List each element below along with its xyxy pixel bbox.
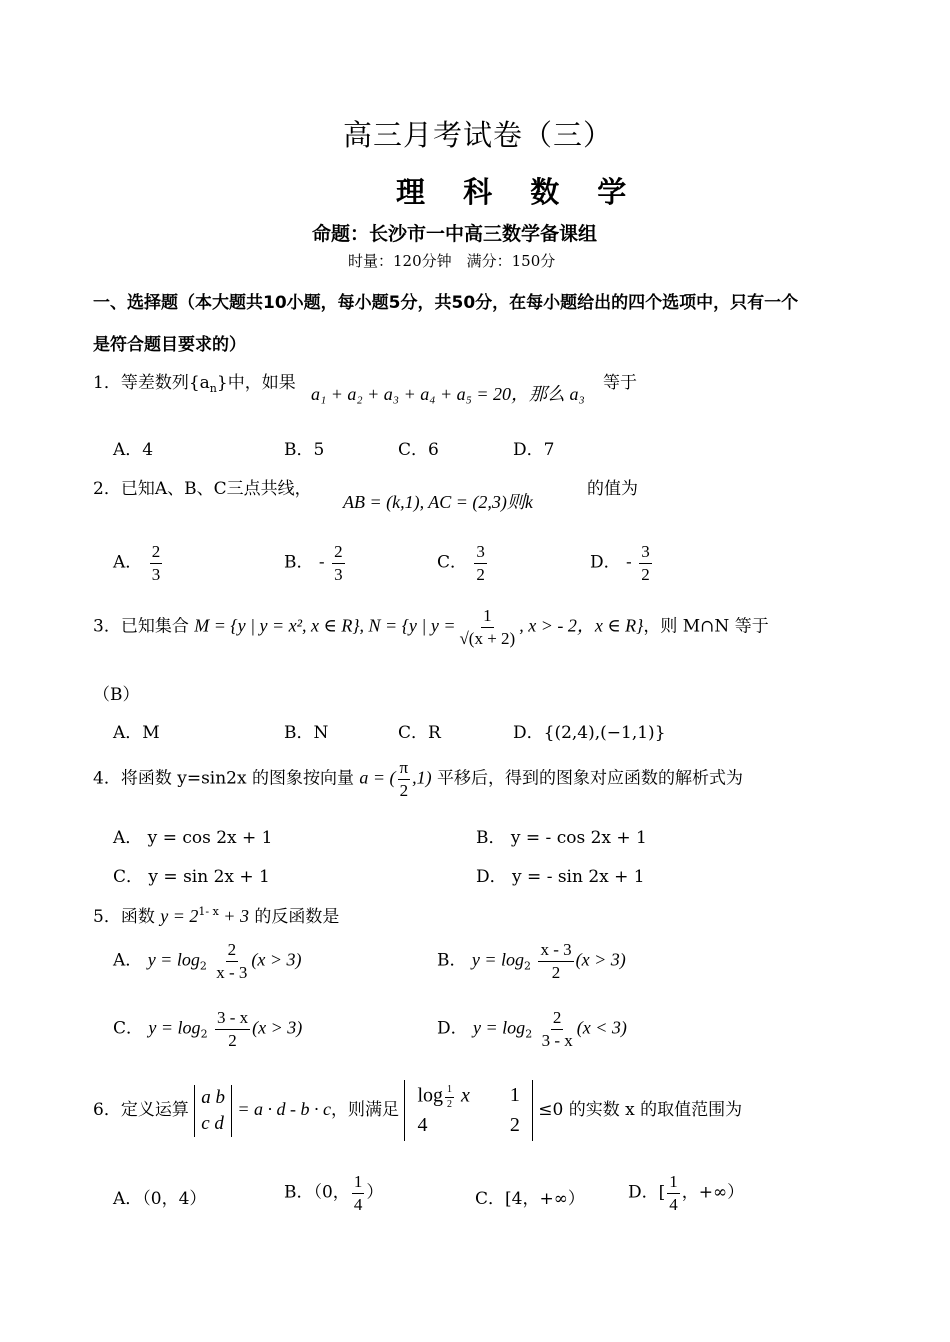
q5-b-label: B． bbox=[437, 950, 467, 971]
q6-m22: 2 bbox=[509, 1114, 520, 1136]
question-2-expression: AB = (k,1), AC = (2,3)则k bbox=[343, 492, 533, 512]
q2-a-den: 3 bbox=[151, 564, 161, 584]
q5-b-fraction bbox=[538, 940, 573, 982]
q4-text-a: 4．将函数 y=sin2x 的图象按向量 bbox=[93, 768, 354, 789]
q5-option-b bbox=[437, 940, 626, 982]
q3-expression-b: , x > - 2，x ∈ R} bbox=[519, 615, 644, 636]
q6-det-a: a bbox=[201, 1086, 211, 1108]
q5-a-label: A． bbox=[113, 950, 143, 971]
q4-frac-den: 2 bbox=[399, 780, 409, 800]
q5-c-base: 2 bbox=[200, 1027, 208, 1041]
q2-c-den: 2 bbox=[476, 564, 485, 584]
q4-frac-num: π bbox=[398, 758, 411, 780]
q5-c-condition: (x > 3) bbox=[252, 1017, 303, 1038]
time-score-line: 时量：120分钟 满分：150分 bbox=[348, 252, 556, 270]
q5-b-base: 2 bbox=[524, 959, 532, 973]
q2-option-b bbox=[284, 542, 347, 584]
q6-option-a: A．（0，4） bbox=[113, 1189, 207, 1209]
q3-frac-den: √(x + 2) bbox=[459, 628, 516, 648]
q6-m11-base-den: 2 bbox=[447, 1098, 452, 1110]
q5-b-condition: (x > 3) bbox=[575, 949, 626, 970]
subject-title: 理 科 数 学 bbox=[396, 175, 641, 209]
q2-c-fraction bbox=[474, 542, 487, 584]
q3-frac-num: 1 bbox=[481, 606, 494, 628]
q3-fraction bbox=[457, 606, 517, 648]
q6-d-den: 4 bbox=[669, 1194, 678, 1214]
q5-c-den: 2 bbox=[228, 1030, 237, 1050]
q2-option-c bbox=[437, 542, 489, 584]
q5-d-condition: (x < 3) bbox=[576, 1017, 627, 1038]
q5-b-num: x - 3 bbox=[538, 940, 573, 962]
q2-d-label: D． bbox=[590, 552, 621, 573]
q2-b-sign: - bbox=[318, 552, 325, 573]
q5-option-d bbox=[437, 1008, 627, 1050]
question-2-stem: 2．已知A、B、C三点共线， bbox=[93, 479, 312, 499]
q6-text-a: 6．定义运算 bbox=[93, 1100, 189, 1120]
q2-b-num: 2 bbox=[332, 542, 345, 564]
q1-text-b: }中，如果 bbox=[216, 373, 296, 393]
q5-d-fraction bbox=[540, 1008, 575, 1050]
q6-b-post: ） bbox=[366, 1182, 384, 1203]
q6-definition: = a · d - b · c bbox=[237, 1099, 332, 1119]
q1-option-c: C．6 bbox=[398, 440, 439, 460]
q5-option-a bbox=[113, 940, 302, 982]
q3-expression-a: M = {y | y = x², x ∈ R}, N = {y | y = bbox=[194, 615, 456, 636]
q6-b-den: 4 bbox=[353, 1194, 363, 1214]
q5-d-den: 3 - x bbox=[541, 1030, 573, 1050]
q5-d-label: D． bbox=[437, 1018, 468, 1039]
q2-c-num: 3 bbox=[474, 542, 487, 564]
q2-d-num: 3 bbox=[639, 542, 652, 564]
q5-option-c bbox=[113, 1008, 302, 1050]
question-1-tail: 等于 bbox=[603, 373, 637, 393]
question-1-expression: a₁ + a₂ + a₃ + a₄ + a₅ = 20，那么 a₃ bbox=[311, 384, 585, 404]
author-line: 命题：长沙市一中高三数学备课组 bbox=[312, 223, 598, 245]
q5-expression-end: + 3 bbox=[218, 906, 249, 926]
q3-option-b: B．N bbox=[284, 723, 329, 743]
q2-option-d bbox=[590, 542, 654, 584]
q3-option-c: C．R bbox=[398, 723, 441, 743]
q6-m11-base-num: 1 bbox=[445, 1084, 454, 1098]
q6-text-c: ≤0 的实数 x 的取值范围为 bbox=[538, 1100, 743, 1120]
question-4-stem bbox=[93, 758, 743, 800]
q1-text-a: 1．等差数列{a bbox=[93, 373, 210, 393]
q4-fraction bbox=[398, 758, 411, 800]
q6-d-post: ，+∞） bbox=[681, 1182, 745, 1203]
q6-determinant-definition bbox=[194, 1085, 232, 1137]
q6-option-d bbox=[628, 1172, 744, 1214]
q3-text-b: ，则 M∩N 等于 bbox=[643, 616, 769, 637]
q5-text-a: 5．函数 bbox=[93, 907, 155, 927]
q2-d-den: 2 bbox=[641, 564, 650, 584]
q6-det-c: c bbox=[201, 1112, 210, 1134]
question-3-stem bbox=[93, 606, 769, 648]
q5-d-num: 2 bbox=[551, 1008, 564, 1030]
q6-b-num: 1 bbox=[352, 1172, 365, 1194]
q6-d-pre: D．[ bbox=[628, 1182, 666, 1203]
q6-determinant-condition bbox=[404, 1080, 532, 1141]
q6-b-fraction bbox=[352, 1172, 365, 1214]
q6-m11 bbox=[417, 1084, 469, 1110]
q6-d-fraction bbox=[667, 1172, 680, 1214]
q1-option-d: D．7 bbox=[513, 440, 555, 460]
q5-a-log: y = log bbox=[147, 949, 200, 970]
q6-m12: 1 bbox=[509, 1084, 520, 1106]
q5-a-base: 2 bbox=[199, 959, 207, 973]
q5-exponent: 1- x bbox=[198, 905, 219, 918]
q5-d-base: 2 bbox=[525, 1027, 533, 1041]
q2-a-num: 2 bbox=[150, 542, 163, 564]
q6-m11-var: x bbox=[461, 1084, 470, 1107]
q6-text-b: ，则满足 bbox=[331, 1100, 400, 1120]
exam-title: 高三月考试卷（三） bbox=[343, 118, 614, 152]
question-5-stem bbox=[93, 902, 339, 927]
q2-a-label: A． bbox=[113, 552, 143, 573]
q5-b-den: 2 bbox=[551, 962, 561, 982]
q5-c-log: y = log bbox=[148, 1017, 201, 1038]
q4-text-b: 平移后，得到的图象对应函数的解析式为 bbox=[437, 768, 744, 789]
q6-m11-log: log bbox=[417, 1084, 443, 1107]
q6-b-pre: B．（0， bbox=[284, 1182, 350, 1203]
question-1-stem bbox=[93, 368, 296, 395]
q4-option-b: B． y = - cos 2x + 1 bbox=[476, 828, 647, 848]
q3-option-a: A．M bbox=[113, 723, 160, 743]
q5-c-num: 3 - x bbox=[215, 1008, 250, 1030]
q5-c-fraction bbox=[215, 1008, 250, 1050]
q6-option-b bbox=[284, 1172, 383, 1214]
q6-det-b: b bbox=[215, 1086, 225, 1108]
q6-m21: 4 bbox=[417, 1114, 428, 1136]
question-2-tail: 的值为 bbox=[587, 479, 638, 499]
q6-m11-base bbox=[445, 1084, 454, 1110]
q1-option-b: B．5 bbox=[284, 440, 325, 460]
q5-text-b: 的反函数是 bbox=[254, 907, 340, 927]
q1-subscript: n bbox=[209, 382, 217, 395]
q5-a-fraction bbox=[214, 940, 249, 982]
q6-d-num: 1 bbox=[667, 1172, 680, 1194]
q4-option-d: D． y = - sin 2x + 1 bbox=[476, 867, 645, 887]
question-6-stem bbox=[93, 1080, 742, 1141]
q4-option-c: C． y = sin 2x + 1 bbox=[113, 867, 270, 887]
q2-b-fraction bbox=[332, 542, 345, 584]
q4-option-a: A． y = cos 2x + 1 bbox=[113, 828, 273, 848]
q5-b-log: y = log bbox=[471, 949, 525, 970]
q2-d-fraction bbox=[639, 542, 652, 584]
q5-d-log: y = log bbox=[473, 1017, 526, 1038]
q2-b-label: B． bbox=[284, 552, 314, 573]
q5-c-label: C． bbox=[113, 1018, 144, 1039]
q2-b-den: 3 bbox=[334, 564, 343, 584]
q3-option-d: D．{(2,4),(−1,1)} bbox=[513, 723, 666, 743]
q5-a-den: x - 3 bbox=[216, 962, 248, 982]
q5-a-num: 2 bbox=[226, 940, 239, 962]
section-heading-line2: 是符合题目要求的） bbox=[93, 335, 246, 355]
q1-option-a: A．4 bbox=[113, 440, 154, 460]
q2-d-sign: - bbox=[626, 552, 632, 573]
q2-c-label: C． bbox=[437, 552, 468, 573]
q6-option-c: C．[4，+∞） bbox=[475, 1189, 585, 1209]
q5-expression: y = 2 bbox=[160, 906, 199, 926]
section-heading-line1: 一、选择题（本大题共10小题，每小题5分，共50分，在每小题给出的四个选项中，只有一个 bbox=[93, 293, 799, 313]
q5-a-condition: (x > 3) bbox=[251, 949, 302, 970]
q4-vector: a = ( bbox=[359, 767, 396, 788]
q6-det-d: d bbox=[214, 1112, 224, 1134]
q4-vector-end: ,1) bbox=[412, 767, 432, 788]
q3-text-a: 3．已知集合 bbox=[93, 616, 189, 637]
q2-option-a bbox=[113, 542, 164, 584]
question-3-answer: （B） bbox=[93, 685, 140, 705]
q2-a-fraction bbox=[150, 542, 163, 584]
